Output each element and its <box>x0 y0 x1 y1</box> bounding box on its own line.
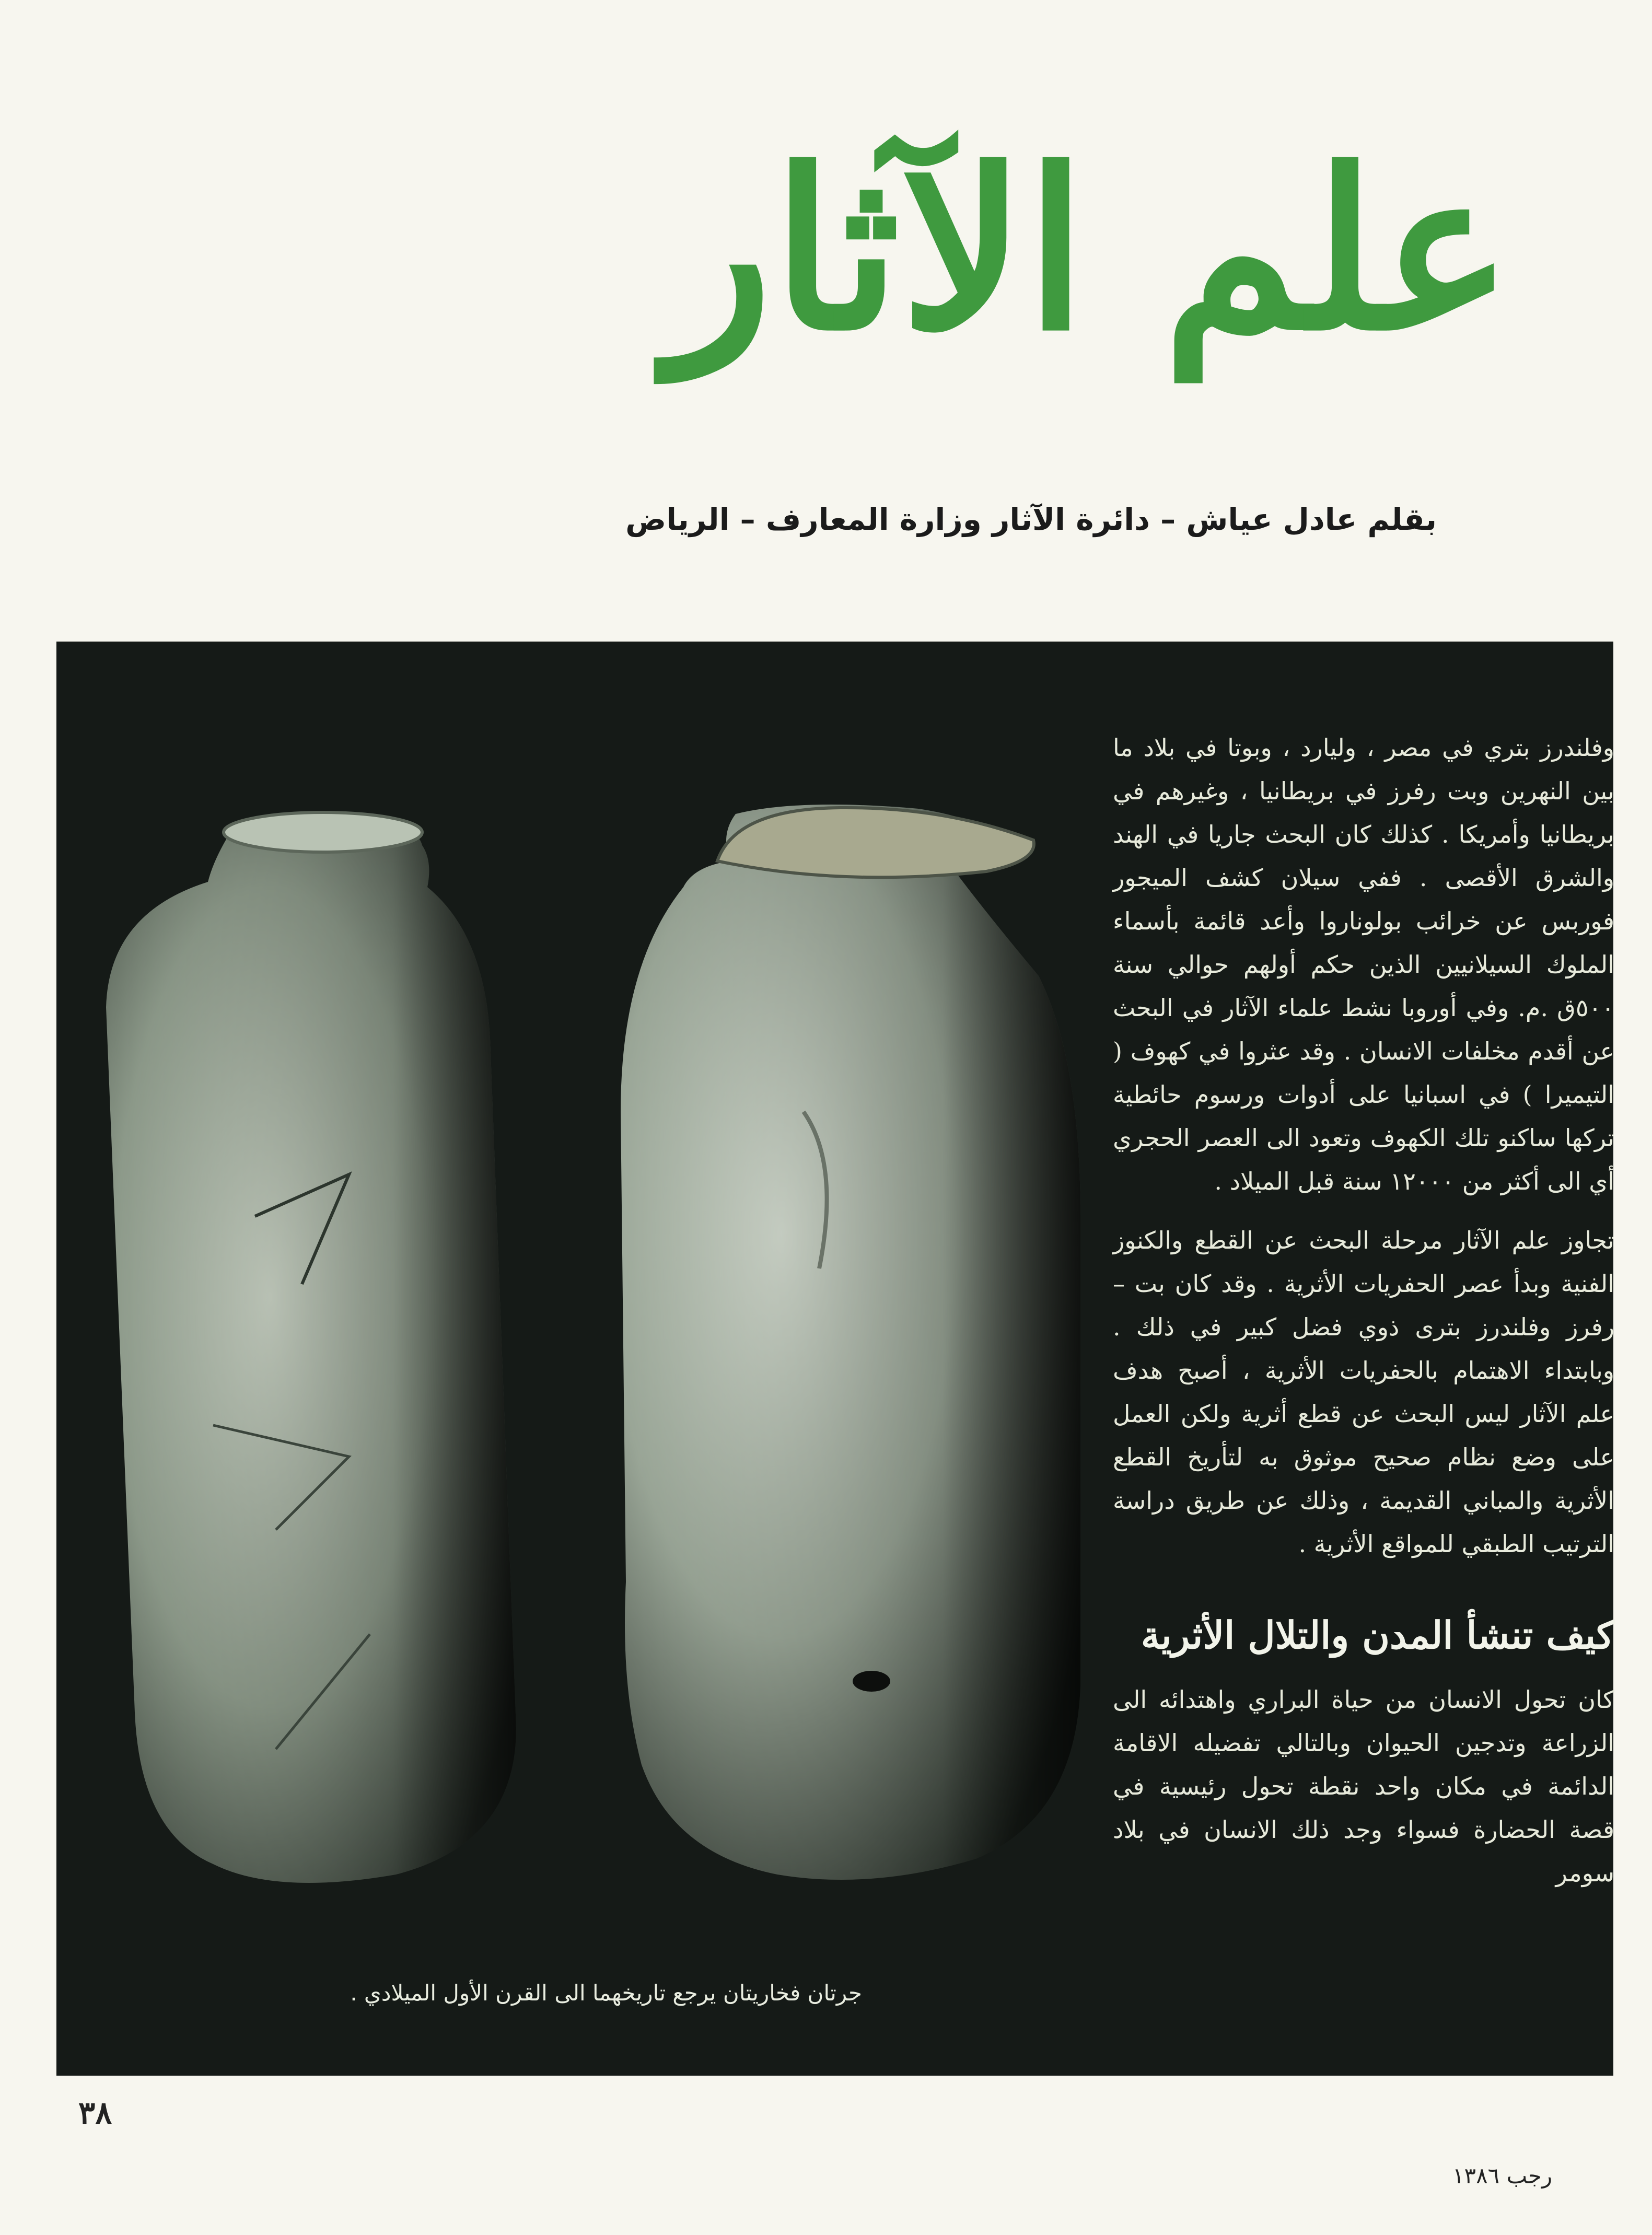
section-heading: كيف تنشأ المدن والتلال الأثرية <box>1141 1613 1614 1657</box>
page-number: ٣٨ <box>78 2095 112 2132</box>
author-byline: بقلم عادل عياش – دائرة الآثار وزارة المعارف – الرياض <box>625 502 1437 537</box>
article-paragraph: وفلندرز بتري في مصر ، وليارد ، وبوتا في بلاد ما بين النهرين وبت رفرز في بريطانيا ، وغيرهم في بريطانيا وأمريكا . كذلك كان البحث جاريا في الهند والشرق الأقصى . ففي سيلان كشف الميجور فوربس عن خرائب بولوناروا وأعد قائمة بأسماء الملوك السيلانيين الذين حكم أولهم حوالي سنة ٥٠٠ق .م. وفي أوروبا نشط علماء الآثار في البحث عن أقدم مخلفات الانسان . وقد عثروا في كهوف ( التيميرا ) في اسبانيا على أدوات ورسوم حائطية تركها ساكنو تلك الكهوف وتعود الى العصر الحجري أي الى أكثر من ١٢٠٠٠ سنة قبل الميلاد . <box>1113 734 1614 1195</box>
issue-date: رجب ١٣٨٦ <box>1452 2163 1553 2189</box>
article-title: علم الآثار <box>666 122 1513 379</box>
photo-caption: جرتان فخاريتان يرجع تاريخهما الى القرن الأول الميلادي . <box>350 1980 862 2006</box>
left-jar <box>106 812 516 1883</box>
pottery-jars-photo <box>56 642 1101 2076</box>
right-jar <box>621 805 1080 1880</box>
article-paragraph: كان تحول الانسان من حياة البراري واهتدائه الى الزراعة وتدجين الحيوان وبالتالي تفضيله الاقامة الدائمة في مكان واحد نقطة تحول رئيسية في قصة الحضارة فسواء وجد ذلك الانسان في بلاد سومر <box>1113 1685 1614 1887</box>
article-paragraph: تجاوز علم الآثار مرحلة البحث عن القطع والكنوز الفنية وبدأ عصر الحفريات الأثرية . وقد كان بت – رفرز وفلندرز بترى ذوي فضل كبير في ذلك . وبابتداء الاهتمام بالحفريات الأثرية ، أصبح هدف علم الآثار ليس البحث عن قطع أثرية ولكن العمل على وضع نظام صحيح موثوق به لتأريخ القطع الأثرية والمباني القديمة ، وذلك عن طريق دراسة الترتيب الطبقي للمواقع الأثرية . <box>1113 1226 1614 1558</box>
article-body <box>1113 726 1614 1911</box>
